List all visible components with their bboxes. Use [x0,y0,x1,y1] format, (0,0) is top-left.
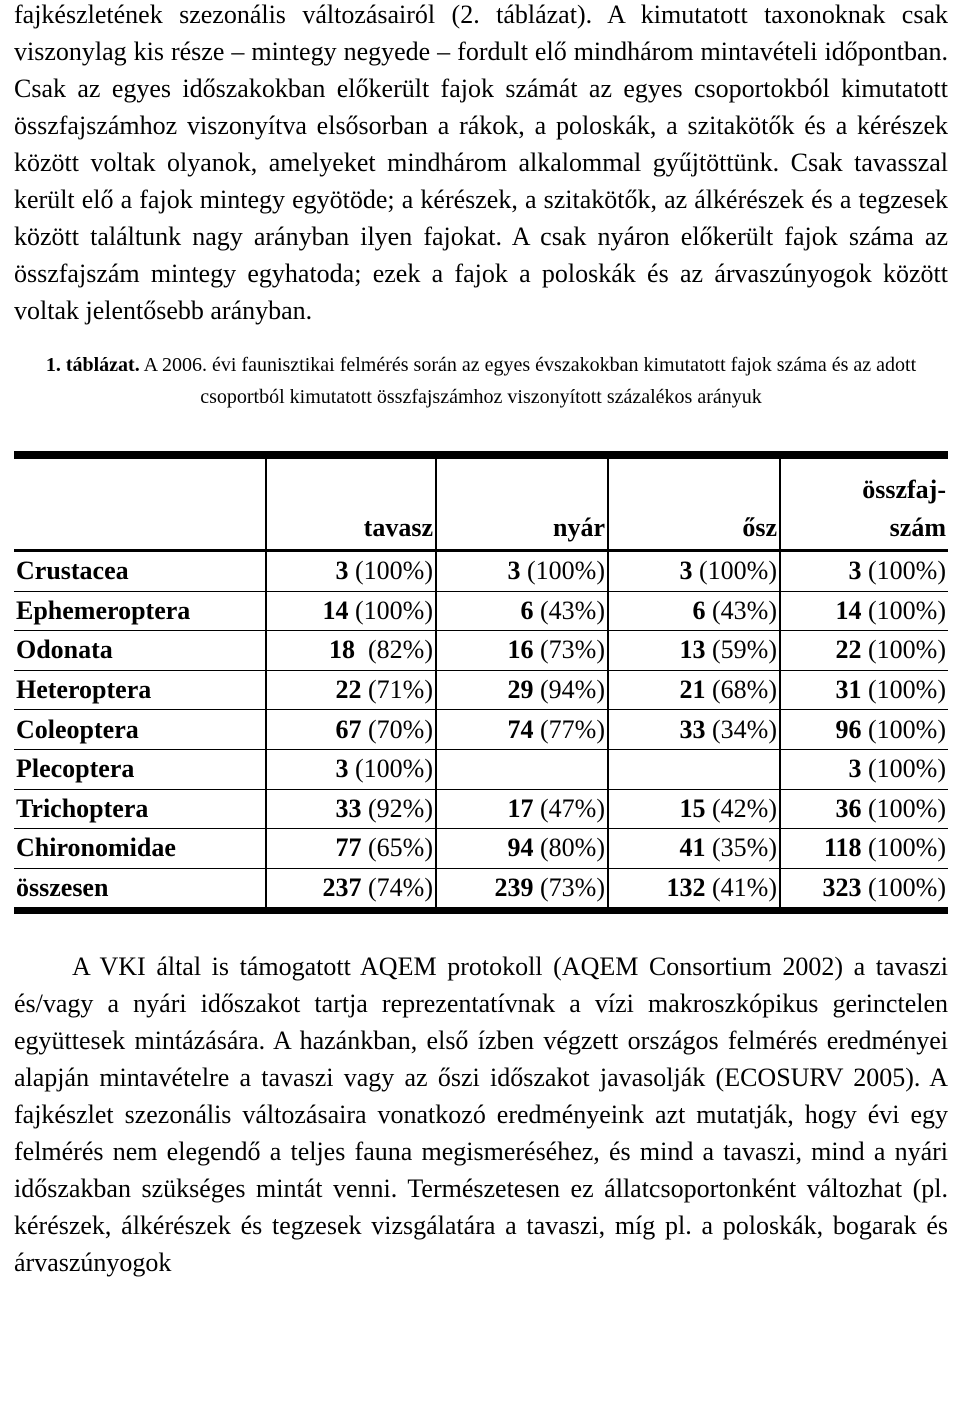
species-percent: (100%) [348,556,433,586]
species-count: 3 [848,754,862,784]
species-count: 6 [692,595,706,625]
species-percent: (100%) [861,714,946,744]
value-cell [608,868,780,907]
value-cell [608,631,780,671]
species-percent: (74%) [361,873,433,903]
table-caption [14,349,948,413]
value-cell [266,631,436,671]
species-percent: (43%) [705,595,777,625]
species-percent: (77%) [533,714,605,744]
species-count: 17 [507,793,534,823]
species-percent: (100%) [861,675,946,705]
value-cell [780,670,948,710]
table-caption-text: A 2006. évi faunisztikai felmérés során az egyes évszakokban kimutatott fajok száma és az adott csoportból kimutatott összfajszámhoz viszonyított százalékos arányuk [139,354,917,408]
value-cell [780,789,948,829]
species-percent: (35%) [705,833,777,863]
species-percent: (34%) [705,714,777,744]
species-percent: (94%) [533,675,605,705]
value-cell [266,551,436,592]
value-cell [608,551,780,592]
species-count: 239 [494,873,534,903]
value-cell [608,749,780,789]
taxon-cell: Crustacea [14,551,266,592]
species-percent: (100%) [861,556,946,586]
species-count: 33 [679,714,706,744]
taxon-cell: Ephemeroptera [14,591,266,631]
value-cell [266,670,436,710]
table-corner-cell [14,459,266,551]
species-percent: (43%) [533,595,605,625]
species-percent: (42%) [705,793,777,823]
value-cell [780,749,948,789]
species-percent: (100%) [861,793,946,823]
species-percent: (100%) [861,595,946,625]
value-cell [436,789,608,829]
value-cell [436,749,608,789]
species-count: 3 [335,556,349,586]
species-count: 3 [507,556,521,586]
taxon-cell: Heteroptera [14,670,266,710]
taxon-cell: Chironomidae [14,829,266,869]
table-caption-label: 1. táblázat. [45,354,140,376]
value-cell [436,868,608,907]
species-percent: (70%) [361,714,433,744]
species-percent: (100%) [520,556,605,586]
table-row [14,868,948,907]
value-cell [608,670,780,710]
table-row [14,829,948,869]
species-percent: (71%) [361,675,433,705]
value-cell [608,829,780,869]
table-row [14,789,948,829]
species-percent: (65%) [361,833,433,863]
species-count: 16 [507,635,534,665]
species-count: 118 [823,833,862,863]
value-cell [436,551,608,592]
species-percent: (100%) [348,754,433,784]
species-percent: (73%) [533,873,605,903]
species-count: 132 [666,873,706,903]
value-cell [436,631,608,671]
species-percent: (82%) [355,635,433,665]
species-percent: (100%) [861,635,946,665]
table-body [14,551,948,908]
document-page [14,0,948,1281]
table-row [14,591,948,631]
table-row [14,749,948,789]
table-row [14,670,948,710]
species-count: 33 [335,793,362,823]
species-percent: (68%) [705,675,777,705]
value-cell [780,551,948,592]
species-count: 21 [679,675,706,705]
species-count: 3 [335,754,349,784]
paragraph-top: fajkészletének szezonális változásairól (2. táblázat). A kimutatott taxonoknak csak viszonylag kis része – mintegy negyede – fordult elő mindhárom mintavételi időpontban. Csak az egyes időszakokban előkerült fajok számát az egyes csoportokból kimutatott összfajszámhoz viszonyítva elsősorban a rákok, a poloskák, a szitakötők és a kérészek között voltak olyanok, amelyeket mindhárom alkalommal gyűjtöttünk. Csak tavasszal került elő a fajok mintegy egyötöde; a kérészek, a szitakötők, az álkérészek és a tegzesek között találtunk nagy arányban ilyen fajokat. A csak nyáron előkerült fajok száma az összfajszám mintegy egyhatoda; ezek a fajok a poloskák és az árvaszúnyogok között voltak jelentősebb arányban. [14,0,948,325]
value-cell [266,789,436,829]
species-count: 14 [835,595,862,625]
species-count: 3 [679,556,693,586]
species-count: 41 [679,833,706,863]
species-count: 237 [322,873,362,903]
taxon-cell: Trichoptera [14,789,266,829]
value-cell [780,868,948,907]
value-cell [266,710,436,750]
value-cell [608,591,780,631]
species-count: 6 [520,595,534,625]
header-spring: tavasz [266,459,436,551]
species-count: 67 [335,714,362,744]
value-cell [266,749,436,789]
species-count: 31 [835,675,862,705]
species-count: 13 [679,635,706,665]
table-row [14,631,948,671]
species-percent: (100%) [692,556,777,586]
species-count: 29 [507,675,534,705]
header-total [780,459,948,551]
value-cell [266,868,436,907]
species-count: 22 [335,675,362,705]
species-count: 94 [507,833,534,863]
species-percent: (100%) [861,833,946,863]
species-percent: (92%) [361,793,433,823]
species-percent: (47%) [533,793,605,823]
header-total-line1: összfaj- [862,475,946,504]
species-count: 96 [835,714,862,744]
species-count: 77 [335,833,362,863]
header-total-line2: szám [889,513,946,542]
table-row [14,710,948,750]
table-row [14,551,948,592]
taxon-cell: összesen [14,868,266,907]
value-cell [780,631,948,671]
species-count: 15 [679,793,706,823]
taxon-cell: Odonata [14,631,266,671]
species-count: 36 [835,793,862,823]
species-percent: (73%) [533,635,605,665]
value-cell [608,710,780,750]
data-table-frame [14,451,948,914]
species-percent: (100%) [861,873,946,903]
value-cell [780,829,948,869]
species-count: 14 [322,595,349,625]
header-summer: nyár [436,459,608,551]
species-percent: (80%) [533,833,605,863]
species-count: 18 [329,635,356,665]
header-autumn: ősz [608,459,780,551]
species-count: 3 [848,556,862,586]
value-cell [436,829,608,869]
table-header-row [14,459,948,551]
value-cell [436,710,608,750]
species-count: 74 [507,714,534,744]
species-count: 323 [822,873,862,903]
taxon-cell: Plecoptera [14,749,266,789]
species-percent: (41%) [705,873,777,903]
value-cell [266,829,436,869]
value-cell [780,710,948,750]
taxon-cell: Coleoptera [14,710,266,750]
value-cell [780,591,948,631]
value-cell [436,670,608,710]
species-percent: (100%) [861,754,946,784]
species-percent: (100%) [348,595,433,625]
species-percent: (59%) [705,635,777,665]
paragraph-bottom: A VKI által is támogatott AQEM protokoll (AQEM Consortium 2002) a tavaszi és/vagy a nyári időszakot tartja reprezentatívnak a vízi makroszkópikus gerinctelen együttesek mintázására. A hazánkban, első ízben végzett országos felmérés eredményei alapján mintavételre a tavaszi vagy az őszi időszakot javasolják (ECOSURV 2005). A fajkészlet szezonális változásaira vonatkozó eredményeink azt mutatják, hogy évi egy felmérés nem elegendő a teljes fauna megismeréséhez, és mind a tavaszi, mind a nyári időszakban szükséges mintát venni. Természetesen ez állatcsoportonként változhat (pl. kérészek, álkérészek és tegzesek vizsgálatára a tavaszi, míg pl. a poloskák, bogarak és árvaszúnyogok [14,952,948,1278]
value-cell [608,789,780,829]
value-cell [436,591,608,631]
species-count: 22 [835,635,862,665]
value-cell [266,591,436,631]
data-table [14,458,948,907]
